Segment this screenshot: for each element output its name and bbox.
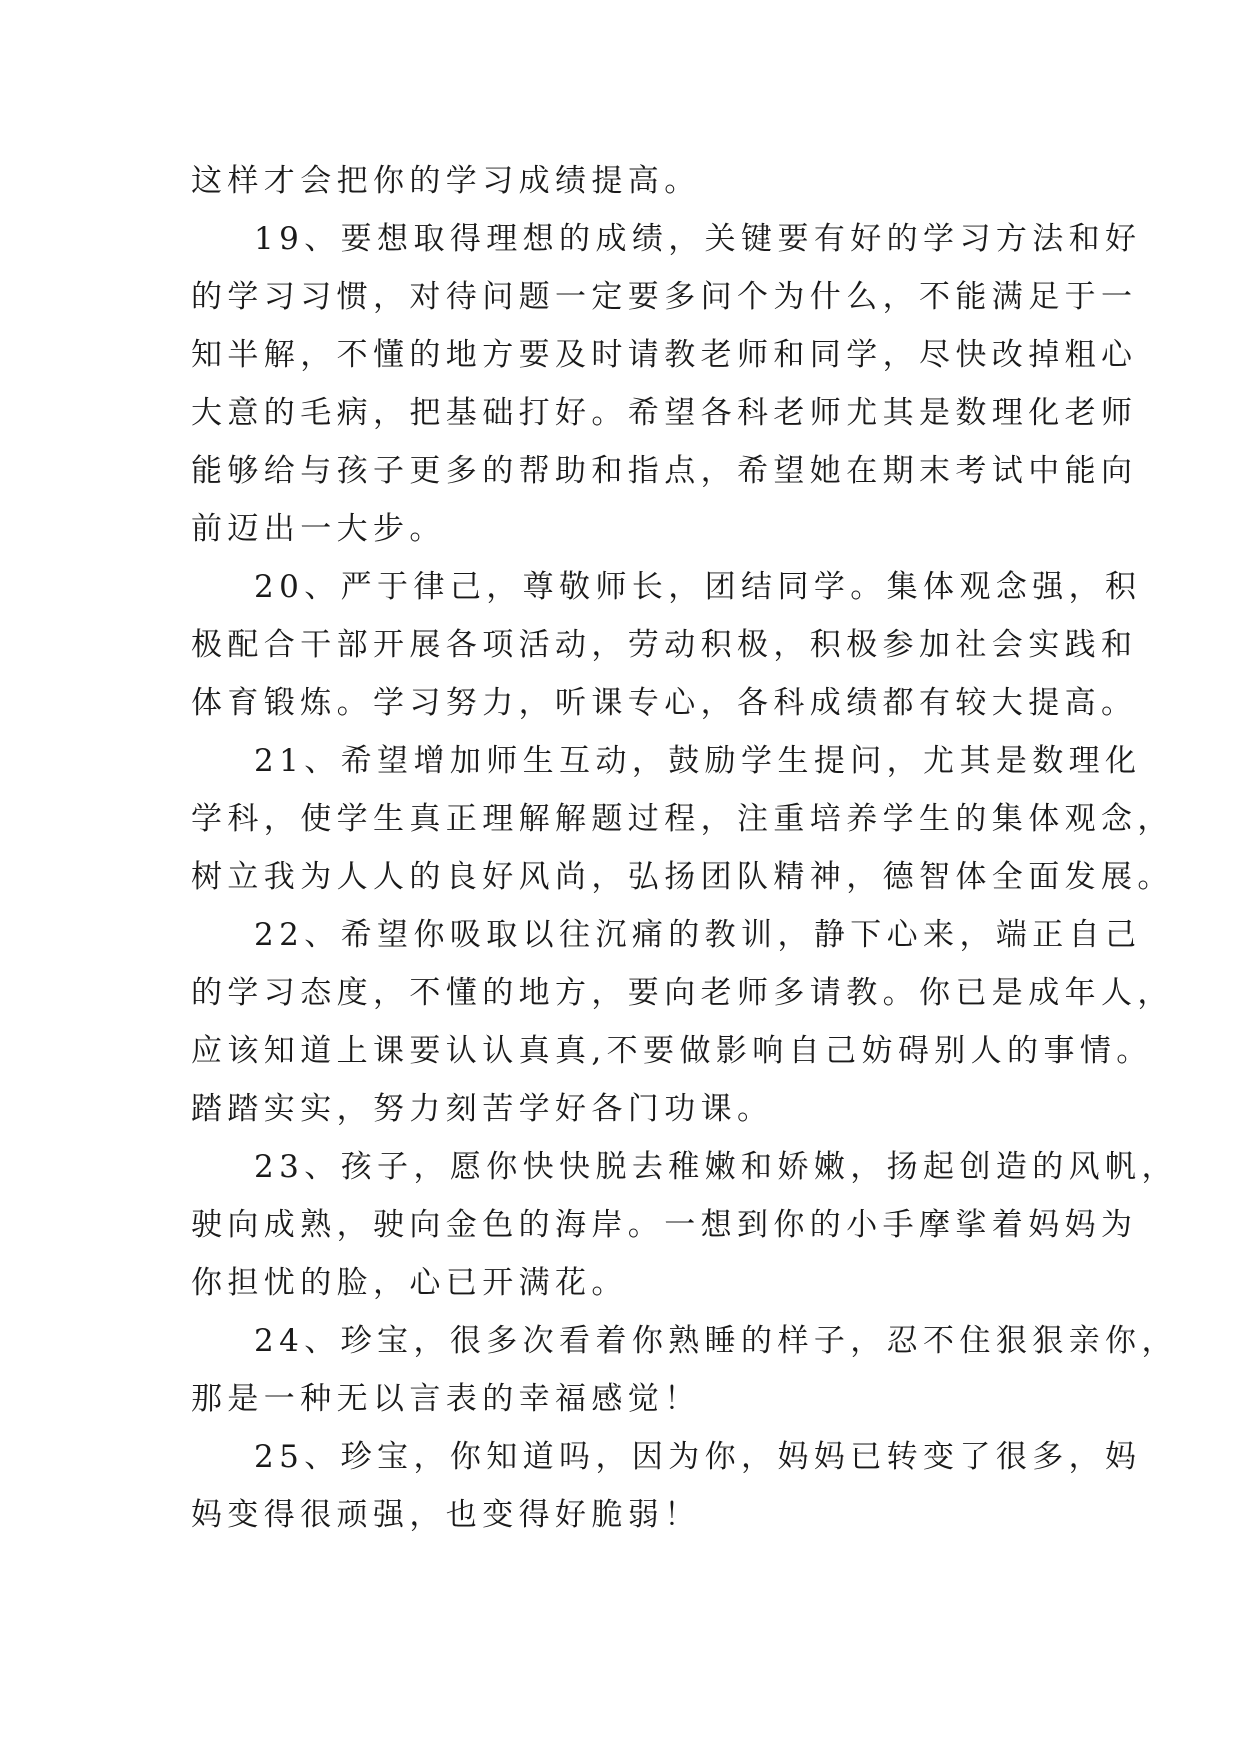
text-line: 体育锻炼。学习努力，听课专心，各科成绩都有较大提高。 xyxy=(191,685,1138,721)
text-line: 19、要想取得理想的成绩，关键要有好的学习方法和好 xyxy=(254,221,1142,257)
paragraph-20 xyxy=(191,558,1142,732)
paragraph-18-continuation xyxy=(191,152,1061,210)
text-line: 那是一种无以言表的幸福感觉！ xyxy=(191,1381,701,1417)
text-line: 20、严于律己，尊敬师长，团结同学。集体观念强，积 xyxy=(254,569,1142,605)
text-line: 23、孩子，愿你快快脱去稚嫩和娇嫩，扬起创造的风帆， xyxy=(254,1149,1178,1185)
text-line: 极配合干部开展各项活动，劳动积极，积极参加社会实践和 xyxy=(191,627,1138,663)
text-line: 能够给与孩子更多的帮助和指点，希望她在期末考试中能向 xyxy=(191,453,1138,489)
paragraph-23 xyxy=(191,1138,1178,1312)
text-line: 的学习态度，不懂的地方，要向老师多请教。你已是成年人， xyxy=(191,975,1174,1011)
text-line: 知半解，不懂的地方要及时请教老师和同学，尽快改掉粗心 xyxy=(191,337,1138,373)
text-line: 大意的毛病，把基础打好。希望各科老师尤其是数理化老师 xyxy=(191,395,1138,431)
text-line: 妈变得很顽强，也变得好脆弱！ xyxy=(191,1497,701,1533)
paragraph-25 xyxy=(191,1428,1142,1544)
text-line: 21、希望增加师生互动，鼓励学生提问，尤其是数理化 xyxy=(254,743,1142,779)
text-line: 这样才会把你的学习成绩提高。 xyxy=(191,163,701,199)
text-line: 24、珍宝，很多次看着你熟睡的样子，忍不住狠狠亲你， xyxy=(254,1323,1178,1359)
text-line: 你担忧的脸，心已开满花。 xyxy=(191,1265,628,1301)
text-line: 的学习习惯，对待问题一定要多问个为什么，不能满足于一 xyxy=(191,279,1138,315)
text-line: 驶向成熟，驶向金色的海岸。一想到你的小手摩挲着妈妈为 xyxy=(191,1207,1138,1243)
text-line: 踏踏实实，努力刻苦学好各门功课。 xyxy=(191,1091,774,1127)
text-line: 学科，使学生真正理解解题过程，注重培养学生的集体观念， xyxy=(191,801,1174,837)
document-body xyxy=(191,152,1178,1544)
paragraph-21 xyxy=(191,732,1174,906)
text-line: 应该知道上课要认认真真,不要做影响自己妨碍别人的事情。 xyxy=(191,1033,1153,1069)
paragraph-24 xyxy=(191,1312,1178,1428)
paragraph-19 xyxy=(191,210,1142,558)
text-line: 前迈出一大步。 xyxy=(191,511,446,547)
text-line: 树立我为人人的良好风尚，弘扬团队精神，德智体全面发展。 xyxy=(191,859,1174,895)
text-line: 22、希望你吸取以往沉痛的教训，静下心来，端正自己 xyxy=(254,917,1142,953)
text-line: 25、珍宝，你知道吗，因为你，妈妈已转变了很多，妈 xyxy=(254,1439,1142,1475)
paragraph-22 xyxy=(191,906,1174,1138)
